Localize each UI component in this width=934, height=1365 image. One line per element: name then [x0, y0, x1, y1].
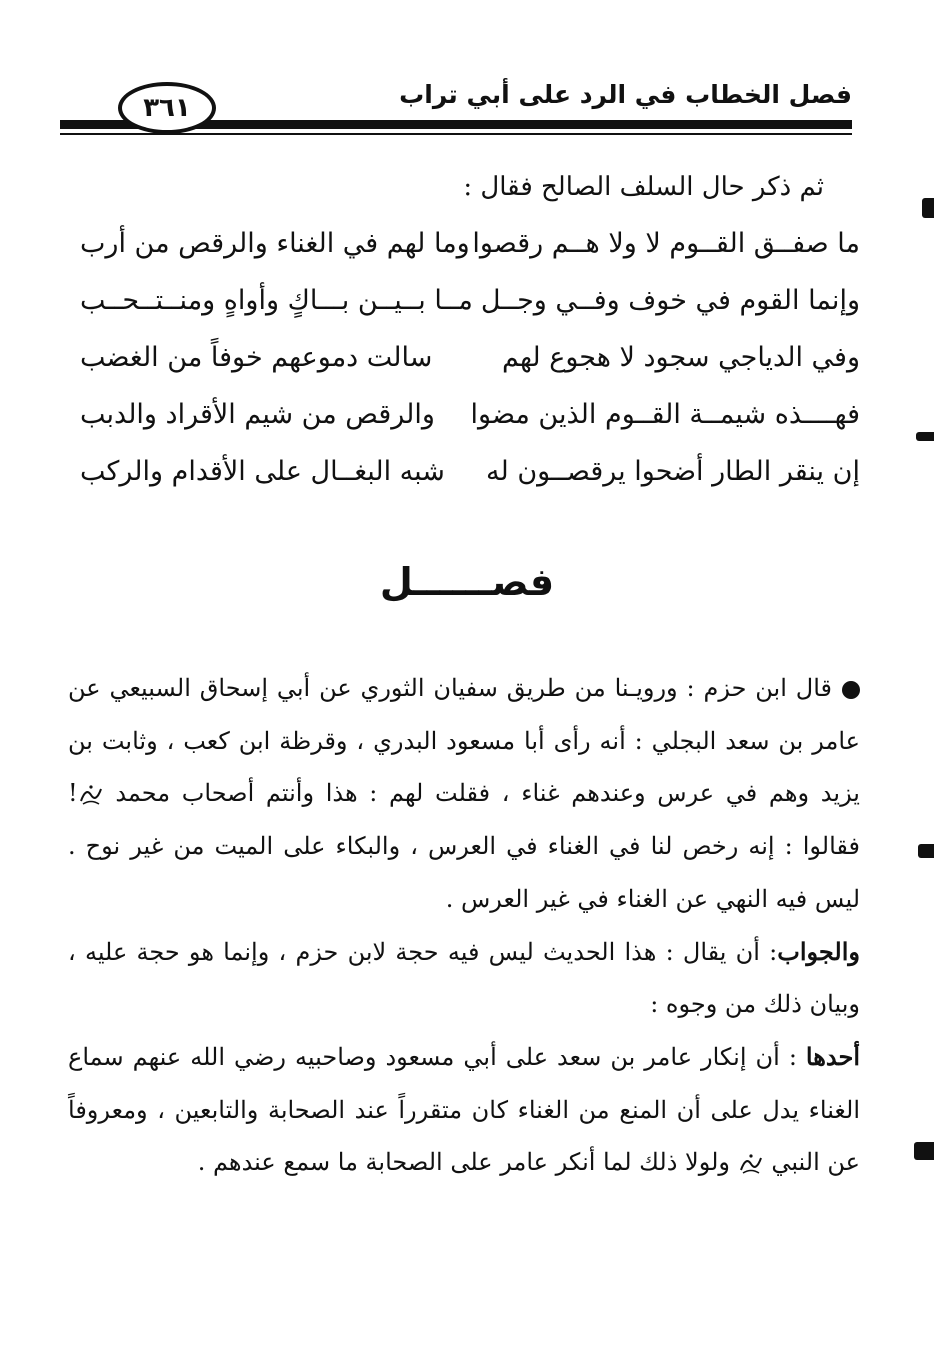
page-number: ٣٦١ — [143, 93, 191, 123]
verse-second-hemistich: وما لهم في الغناء والرقص من أرب — [80, 228, 470, 259]
poem-verse — [70, 399, 860, 456]
verse-first-hemistich: وإنما القوم في خوف وفــي وجــل — [480, 285, 860, 316]
salawat-ligature-icon — [78, 783, 104, 807]
verse-first-hemistich: ما صفــق القــوم لا ولا هــم رقصوا — [472, 228, 860, 259]
verse-second-hemistich: والرقص من شيم الأقراد والدبب — [80, 399, 435, 430]
page-number-oval — [118, 82, 216, 134]
paragraph-text: قال ابن حزم : ورويـنا من طريق سفيان الثوري عن أبي إسحاق السبيعي عن عامر بن سعد البجلي : أنه رأى أبا مسعود البدري ، وقرظة ابن كعب ، وثابت بن يزيد وهم في عرس وعندهم غناء ، فقلت لهم : هذا وأنتم أصحاب محمد — [68, 674, 860, 808]
poem-verse — [70, 228, 860, 285]
body-text — [68, 662, 860, 1189]
poem-verse — [70, 342, 860, 399]
poem-verse — [70, 456, 860, 513]
salawat-ligature-icon — [738, 1152, 764, 1176]
verse-first-hemistich: فهــــذه شيمــة القــوم الذين مضوا — [470, 399, 860, 430]
edge-mark — [914, 1142, 934, 1160]
verse-first-hemistich: وفي الدياجي سجود لا هجوع لهم — [502, 342, 860, 373]
paragraph-text: : أن يقال : هذا الحديث ليس فيه حجة لابن حزم ، وإنما هو حجة عليه ، وبيان ذلك من وجوه : — [68, 937, 860, 1019]
verse-second-hemistich: سالت دموعهم خوفاً من الغضب — [80, 342, 433, 373]
poem — [70, 228, 860, 513]
poem-intro: ثم ذكر حال السلف الصالح فقال : — [463, 172, 824, 202]
verse-second-hemistich: شبه البغــال على الأقدام والركب — [80, 456, 445, 487]
poem-verse — [70, 285, 860, 342]
paragraph-first-point — [68, 1031, 860, 1189]
paragraph-text: : أن إنكار عامر بن سعد على أبي مسعود وصاحبيه رضي الله عنهم سماع الغناء يدل على أن المنع من الغناء كان متقرراً عند الصحابة والتابعين ، ومعروفاً عن النبي — [68, 1042, 860, 1177]
edge-mark — [916, 432, 934, 441]
header-rule-thin — [60, 133, 852, 135]
section-heading: فصــــــل — [379, 560, 555, 604]
running-title: فصل الخطاب في الرد على أبي تراب — [399, 80, 852, 109]
verse-first-hemistich: إن ينقر الطار أضحوا يرقصــون له — [486, 456, 860, 487]
paragraph-text: ولولا ذلك لما أنكر عامر على الصحابة ما سمع عندهم . — [197, 1148, 731, 1177]
verse-second-hemistich: مــا بــيــن بـــاكٍ وأواهٍ ومنــتــحــب — [80, 285, 473, 316]
paragraph-text: ! فقالوا : إنه رخص لنا في الغناء في العرس ، والبكاء على الميت من غير نوح . ليس فيه النهي عن الغناء في غير العرس . — [68, 779, 860, 913]
edge-mark — [918, 844, 934, 858]
edge-mark — [922, 198, 934, 218]
bullet-icon — [842, 681, 860, 699]
paragraph-lead: أحدها — [805, 1041, 860, 1071]
paragraph-answer — [68, 926, 860, 1031]
paragraph-lead: والجواب — [777, 936, 860, 966]
paragraph-ibn-hazm — [68, 662, 860, 926]
